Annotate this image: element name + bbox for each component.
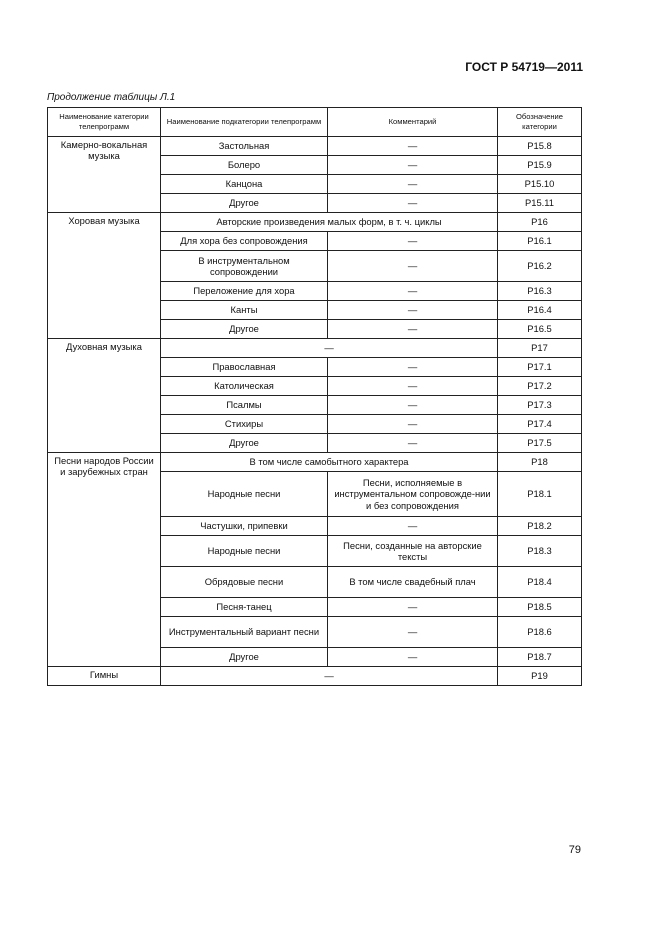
comment-cell: — bbox=[328, 434, 498, 453]
code-cell: P18.2 bbox=[498, 517, 582, 536]
subcategory-cell: Псалмы bbox=[161, 396, 328, 415]
comment-cell: — bbox=[328, 415, 498, 434]
header-subcategory: Наименование подкатегории телепрограмм bbox=[161, 108, 328, 137]
subcategory-cell: Песня-танец bbox=[161, 598, 328, 617]
subcategory-cell: Переложение для хора bbox=[161, 282, 328, 301]
code-cell: P16.5 bbox=[498, 320, 582, 339]
code-cell: P16 bbox=[498, 213, 582, 232]
merged-cell: Авторские произведения малых форм, в т. ч. циклы bbox=[161, 213, 498, 232]
table-row bbox=[48, 339, 582, 358]
merged-cell: В том числе самобытного характера bbox=[161, 453, 498, 472]
code-cell: P15.8 bbox=[498, 137, 582, 156]
subcategory-cell: Другое bbox=[161, 320, 328, 339]
table-header-row bbox=[48, 108, 582, 137]
code-cell: P15.11 bbox=[498, 194, 582, 213]
subcategory-cell: Другое bbox=[161, 648, 328, 667]
code-cell: P16.2 bbox=[498, 251, 582, 282]
comment-cell: — bbox=[328, 396, 498, 415]
code-cell: P17 bbox=[498, 339, 582, 358]
subcategory-cell: В инструментальном сопровождении bbox=[161, 251, 328, 282]
subcategory-cell: Для хора без сопровождения bbox=[161, 232, 328, 251]
code-cell: P17.2 bbox=[498, 377, 582, 396]
comment-cell: — bbox=[328, 156, 498, 175]
comment-cell: — bbox=[328, 617, 498, 648]
code-cell: P17.1 bbox=[498, 358, 582, 377]
table-row bbox=[48, 453, 582, 472]
subcategory-cell: Инструментальный вариант песни bbox=[161, 617, 328, 648]
table-row bbox=[48, 137, 582, 156]
category-table bbox=[47, 107, 582, 686]
header-comment: Комментарий bbox=[328, 108, 498, 137]
category-cell: Хоровая музыка bbox=[48, 213, 161, 339]
category-cell: Духовная музыка bbox=[48, 339, 161, 453]
code-cell: P19 bbox=[498, 667, 582, 686]
code-cell: P15.10 bbox=[498, 175, 582, 194]
comment-cell: — bbox=[328, 251, 498, 282]
code-cell: P17.5 bbox=[498, 434, 582, 453]
code-cell: P18.3 bbox=[498, 536, 582, 567]
comment-cell: В том числе свадебный плач bbox=[328, 567, 498, 598]
code-cell: P16.3 bbox=[498, 282, 582, 301]
standard-designation: ГОСТ Р 54719—2011 bbox=[465, 60, 583, 74]
comment-cell: — bbox=[328, 517, 498, 536]
comment-cell: — bbox=[328, 598, 498, 617]
comment-cell: — bbox=[328, 648, 498, 667]
comment-cell: — bbox=[328, 320, 498, 339]
header-category: Наименование категории телепрограмм bbox=[48, 108, 161, 137]
comment-cell: — bbox=[328, 301, 498, 320]
subcategory-cell: Застольная bbox=[161, 137, 328, 156]
code-cell: P17.4 bbox=[498, 415, 582, 434]
category-cell: Гимны bbox=[48, 667, 161, 686]
category-cell: Камерно-вокальная музыка bbox=[48, 137, 161, 213]
subcategory-cell: Частушки, припевки bbox=[161, 517, 328, 536]
subcategory-cell: Болеро bbox=[161, 156, 328, 175]
category-cell: Песни народов России и зарубежных стран bbox=[48, 453, 161, 667]
merged-cell: — bbox=[161, 339, 498, 358]
comment-cell: — bbox=[328, 175, 498, 194]
subcategory-cell: Другое bbox=[161, 194, 328, 213]
subcategory-cell: Канты bbox=[161, 301, 328, 320]
comment-cell: — bbox=[328, 358, 498, 377]
table-row bbox=[48, 213, 582, 232]
comment-cell: Песни, исполняемые в инструментальном сопровожде-нии и без сопровождения bbox=[328, 472, 498, 517]
page-number: 79 bbox=[568, 844, 581, 856]
code-cell: P16.1 bbox=[498, 232, 582, 251]
comment-cell: — bbox=[328, 232, 498, 251]
code-cell: P16.4 bbox=[498, 301, 582, 320]
subcategory-cell: Народные песни bbox=[161, 472, 328, 517]
code-cell: P18 bbox=[498, 453, 582, 472]
comment-cell: Песни, созданные на авторские тексты bbox=[328, 536, 498, 567]
subcategory-cell: Православная bbox=[161, 358, 328, 377]
subcategory-cell: Стихиры bbox=[161, 415, 328, 434]
code-cell: P18.1 bbox=[498, 472, 582, 517]
comment-cell: — bbox=[328, 137, 498, 156]
code-cell: P18.5 bbox=[498, 598, 582, 617]
subcategory-cell: Канцона bbox=[161, 175, 328, 194]
subcategory-cell: Народные песни bbox=[161, 536, 328, 567]
table-caption: Продолжение таблицы Л.1 bbox=[47, 92, 176, 103]
code-cell: P17.3 bbox=[498, 396, 582, 415]
code-cell: P18.4 bbox=[498, 567, 582, 598]
code-cell: P18.6 bbox=[498, 617, 582, 648]
table-row bbox=[48, 667, 582, 686]
code-cell: P15.9 bbox=[498, 156, 582, 175]
comment-cell: — bbox=[328, 282, 498, 301]
comment-cell: — bbox=[328, 377, 498, 396]
code-cell: P18.7 bbox=[498, 648, 582, 667]
merged-cell: — bbox=[161, 667, 498, 686]
subcategory-cell: Католическая bbox=[161, 377, 328, 396]
header-code: Обозначение категории bbox=[498, 108, 582, 137]
subcategory-cell: Другое bbox=[161, 434, 328, 453]
subcategory-cell: Обрядовые песни bbox=[161, 567, 328, 598]
comment-cell: — bbox=[328, 194, 498, 213]
